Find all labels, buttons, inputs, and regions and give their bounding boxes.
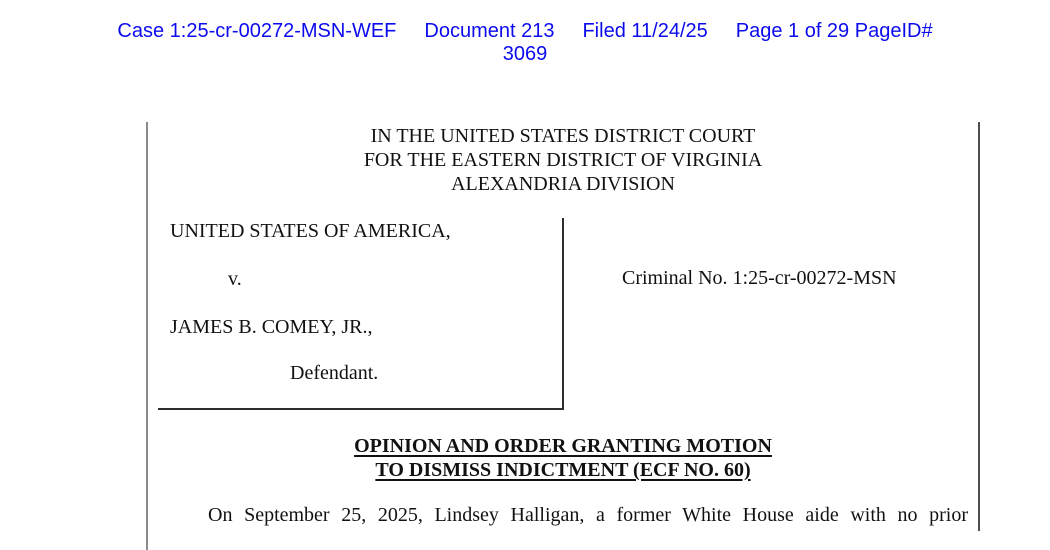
court-heading <box>160 124 966 196</box>
ecf-stamp-pageid-number: 3069 <box>502 43 548 65</box>
court-division-line: ALEXANDRIA DIVISION <box>451 173 675 195</box>
criminal-case-number: Criminal No. 1:25-cr-00272-MSN <box>622 267 897 289</box>
court-district-line: FOR THE EASTERN DISTRICT OF VIRGINIA <box>363 149 763 171</box>
defendant-label: Defendant. <box>290 362 379 384</box>
ecf-stamp-document-number: Document 213 <box>424 20 555 42</box>
court-name-line: IN THE UNITED STATES DISTRICT COURT <box>370 125 756 147</box>
ecf-stamp-case-number: Case 1:25-cr-00272-MSN-WEF <box>117 20 397 42</box>
body-paragraph: On September 25, 2025, Lindsey Halligan, a former White House aide with no prior <box>208 504 968 526</box>
defendant-name: JAMES B. COMEY, JR., <box>170 316 373 338</box>
ecf-stamp-header <box>0 20 1050 65</box>
ecf-stamp-line1 <box>0 20 1050 42</box>
opinion-title <box>160 434 966 482</box>
case-caption-box <box>158 218 564 410</box>
versus-abbreviation: v. <box>228 268 242 290</box>
page-left-edge-line <box>146 122 148 550</box>
plaintiff-name: UNITED STATES OF AMERICA, <box>170 220 451 242</box>
page-right-edge-line <box>978 122 980 531</box>
opinion-title-line2: TO DISMISS INDICTMENT (ECF NO. 60) <box>375 459 751 481</box>
ecf-stamp-filed-date: Filed 11/24/25 <box>582 20 708 42</box>
opinion-title-line1: OPINION AND ORDER GRANTING MOTION <box>354 435 772 457</box>
ecf-stamp-page-info: Page 1 of 29 PageID# <box>735 20 933 42</box>
